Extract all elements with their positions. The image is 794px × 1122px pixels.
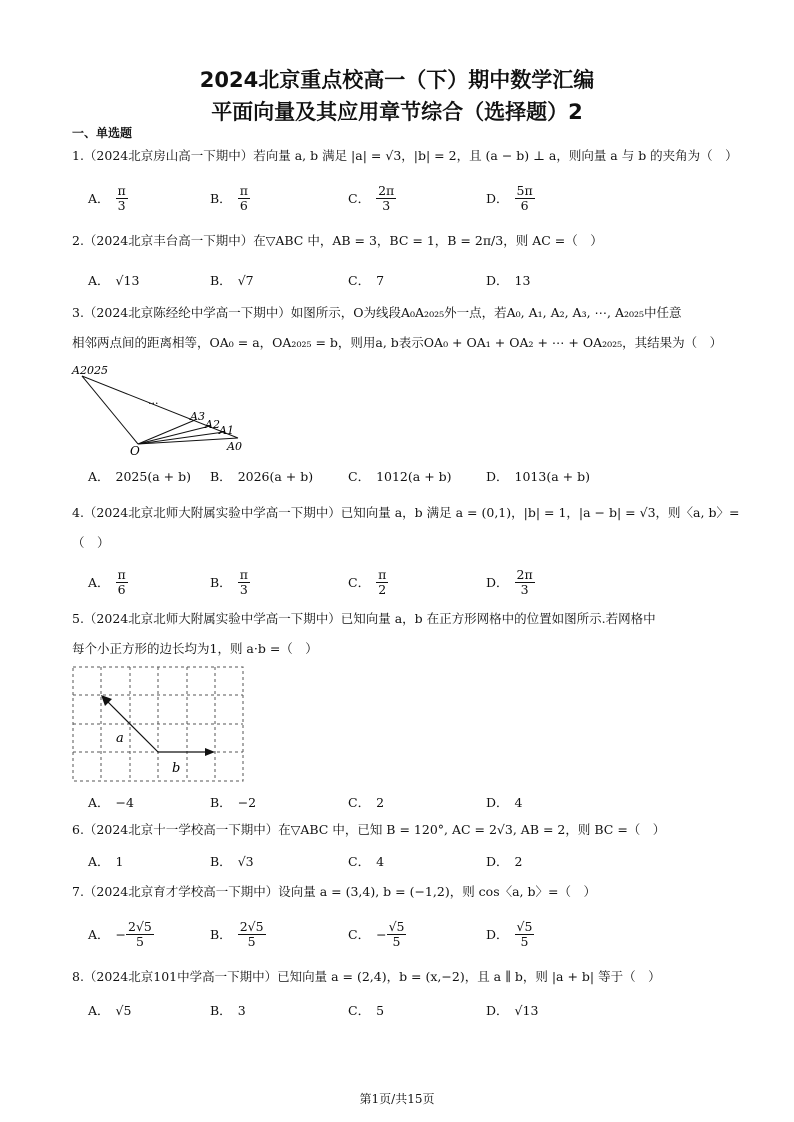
label-dots: ...: [148, 394, 159, 407]
vector-b-label: b: [172, 761, 181, 776]
option-4a: A． $\frac{\pi}{6}$: [88, 566, 126, 597]
triangle-figure: [70, 362, 250, 457]
option-8c: C． 5: [348, 1002, 385, 1018]
option-3b: B． 2026(a + b): [210, 468, 314, 484]
option-6b: B． √3: [210, 853, 254, 869]
page-footer: 第1页/共15页: [359, 1092, 435, 1106]
option-1a: A． $\frac{\pi}{3}$: [88, 182, 126, 213]
question-6: 6.（2024北京十一学校高一下期中）在▽ABC 中，已知 B = 120°, AC = 2√3, AB = 2，则 BC =（ ）: [72, 822, 666, 837]
option-2b: B． √7: [210, 272, 254, 288]
option-7a: A． − $\frac{2√5}{5}$: [88, 918, 152, 949]
label-a3: A3: [190, 410, 205, 423]
option-6c: C． 4: [348, 853, 385, 869]
option-1d: D． $\frac{5\pi}{6}$: [486, 182, 533, 213]
options-3: [88, 458, 728, 494]
question-5-line1: 5.（2024北京北师大附属实验中学高一下期中）已知向量 a，b 在正方形网格中的位置如图所示.若网格中: [72, 611, 656, 626]
option-8a: A． √5: [88, 1002, 132, 1018]
options-7: [88, 916, 728, 952]
option-5d: D． 4: [486, 794, 523, 810]
option-4d: D． $\frac{2\pi}{3}$: [486, 566, 533, 597]
option-6d: D． 2: [486, 853, 523, 869]
page-subtitle: 平面向量及其应用章节综合（选择题）2: [211, 100, 583, 124]
option-3a: A． 2025(a + b): [88, 468, 191, 484]
label-o: O: [130, 444, 140, 457]
question-2: 2.（2024北京丰台高一下期中）在▽ABC 中，AB = 3，BC = 1，B = 2π/3，则 AC =（ ）: [72, 233, 603, 248]
option-5a: A． −4: [88, 794, 134, 810]
option-2a: A． √13: [88, 272, 140, 288]
option-8d: D． √13: [486, 1002, 539, 1018]
question-4-line1: 4.（2024北京北师大附属实验中学高一下期中）已知向量 a，b 满足 a = (0,1)，|b| = 1，|a − b| = √3，则〈a, b〉=: [72, 505, 740, 520]
options-4: [88, 564, 728, 600]
option-7c: C． − $\frac{√5}{5}$: [348, 918, 405, 949]
question-3-line2: 相邻两点间的距离相等，OA₀ = a，OA₂₀₂₅ = b，则用a, b表示OA₀ + OA₁ + OA₂ + ⋯ + OA₂₀₂₅，其结果为（ ）: [72, 335, 723, 350]
question-4-line2: （ ）: [72, 535, 110, 550]
vector-a-label: a: [116, 731, 124, 746]
option-5b: B． −2: [210, 794, 257, 810]
question-5-line2: 每个小正方形的边长均为1，则 a·b =（ ）: [72, 641, 318, 656]
option-2d: D． 13: [486, 272, 531, 288]
option-5c: C． 2: [348, 794, 385, 810]
option-2c: C． 7: [348, 272, 385, 288]
question-1: 1.（2024北京房山高一下期中）若向量 a, b 满足 |a| = √3，|b| = 2，且 (a − b) ⊥ a，则向量 a 与 b 的夹角为（ ）: [72, 148, 738, 163]
section-heading: 一、单选题: [72, 126, 133, 140]
option-4c: C． $\frac{\pi}{2}$: [348, 566, 387, 597]
option-7b: B． $\frac{2√5}{5}$: [210, 918, 264, 949]
options-8: [88, 992, 728, 1028]
option-6a: A． 1: [88, 853, 124, 869]
grid-figure: [72, 666, 247, 784]
option-1c: C． $\frac{2\pi}{3}$: [348, 182, 395, 213]
label-a0: A0: [227, 440, 242, 453]
options-2: [88, 262, 728, 298]
option-1b: B． $\frac{\pi}{6}$: [210, 182, 248, 213]
label-a1: A1: [219, 424, 234, 437]
options-1: [88, 180, 728, 216]
option-8b: B． 3: [210, 1002, 246, 1018]
question-8: 8.（2024北京101中学高一下期中）已知向量 a = (2,4)，b = (x,−2)，且 a ∥ b，则 |a + b| 等于（ ）: [72, 969, 661, 984]
options-6: [88, 843, 728, 879]
option-3c: C． 1012(a + b): [348, 468, 452, 484]
option-3d: D． 1013(a + b): [486, 468, 590, 484]
label-a2: A2: [205, 418, 220, 431]
option-7d: D． $\frac{√5}{5}$: [486, 918, 533, 949]
label-a2025: A2025: [72, 364, 108, 377]
page-title: 2024北京重点校高一（下）期中数学汇编: [199, 68, 595, 92]
question-3-line1: 3.（2024北京陈经纶中学高一下期中）如图所示，O为线段A₀A₂₀₂₅外一点，若A₀, A₁, A₂, A₃, ⋯, A₂₀₂₅中任意: [72, 305, 682, 320]
option-4b: B． $\frac{\pi}{3}$: [210, 566, 248, 597]
question-7: 7.（2024北京育才学校高一下期中）设向量 a = (3,4), b = (−1,2)，则 cos〈a, b〉=（ ）: [72, 884, 596, 899]
